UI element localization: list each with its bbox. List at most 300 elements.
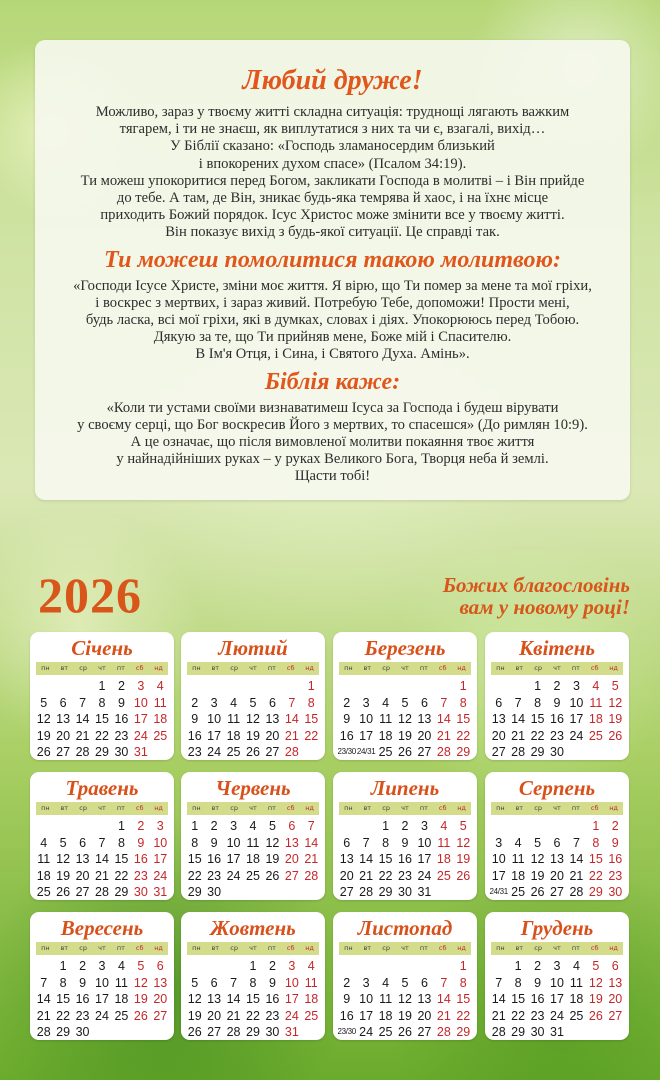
weekday-label: сб bbox=[590, 944, 599, 952]
day-grid bbox=[337, 678, 473, 760]
day-cell bbox=[376, 958, 395, 975]
day-cell: 29 bbox=[56, 1025, 71, 1039]
day-cell: 25 bbox=[153, 728, 168, 743]
month-card bbox=[485, 772, 629, 900]
weekday-label: пн bbox=[496, 944, 505, 952]
day-cell: 18 bbox=[36, 868, 51, 883]
day-cell: 17 bbox=[359, 728, 374, 743]
day-cell: 24 bbox=[153, 868, 168, 883]
day-cell: 12 bbox=[187, 992, 202, 1006]
day-cell: 11 bbox=[437, 835, 451, 850]
day-cell: 6 bbox=[210, 975, 218, 990]
day-cell: 13 bbox=[284, 835, 299, 850]
day-cell: 18 bbox=[246, 852, 260, 866]
weekday-label: вт bbox=[211, 944, 220, 952]
day-cell: 19 bbox=[133, 992, 148, 1006]
day-cell: 3 bbox=[156, 819, 164, 833]
weekday-header bbox=[339, 802, 471, 815]
day-cell: 18 bbox=[436, 852, 451, 866]
day-cell: 26 bbox=[246, 745, 260, 759]
day-cell: 8 bbox=[514, 975, 522, 990]
day-grid bbox=[337, 818, 473, 900]
month-card bbox=[181, 772, 325, 900]
day-cell: 21 bbox=[284, 728, 299, 743]
month-card bbox=[30, 772, 174, 900]
day-cell: 17 bbox=[153, 852, 168, 866]
day-cell: 11 bbox=[114, 975, 128, 990]
day-cell: 17 bbox=[491, 868, 506, 883]
day-cell: 30 bbox=[398, 885, 412, 899]
day-cell: 26 bbox=[133, 1008, 148, 1023]
day-cell: 23 bbox=[187, 745, 202, 759]
letter-card bbox=[35, 40, 630, 500]
day-cell: 30 bbox=[114, 745, 129, 759]
day-cell bbox=[53, 678, 72, 695]
day-cell: 4 bbox=[40, 835, 48, 850]
weekday-header bbox=[491, 802, 623, 815]
day-cell: 3 bbox=[362, 975, 370, 990]
day-cell: 23 bbox=[550, 728, 564, 743]
day-cell: 4 bbox=[249, 819, 257, 833]
day-cell: 18 bbox=[588, 712, 603, 726]
weekday-label: сб bbox=[438, 944, 447, 952]
weekday-label: пт bbox=[116, 944, 125, 952]
day-cell: 5 bbox=[249, 695, 257, 710]
day-cell: 29 bbox=[187, 885, 202, 899]
weekday-label: пн bbox=[496, 804, 505, 812]
day-cell: 24 bbox=[359, 1025, 374, 1039]
day-cell bbox=[337, 678, 356, 695]
day-cell: 20 bbox=[550, 868, 564, 883]
weekday-label: чт bbox=[401, 664, 409, 672]
day-cell: 20 bbox=[207, 1008, 222, 1023]
day-cell bbox=[185, 958, 204, 975]
day-cell: 1 bbox=[191, 819, 199, 833]
day-cell: 13 bbox=[75, 852, 90, 866]
day-cell: 6 bbox=[420, 975, 428, 990]
day-cell: 5 bbox=[268, 819, 276, 833]
weekday-label: сб bbox=[438, 664, 447, 672]
weekday-label: нд bbox=[305, 664, 314, 672]
month-card bbox=[181, 632, 325, 760]
month-card bbox=[333, 632, 477, 760]
day-cell: 2 bbox=[137, 819, 145, 833]
weekday-label: нд bbox=[305, 944, 314, 952]
day-cell: 31 bbox=[284, 1025, 299, 1039]
day-cell: 18 bbox=[304, 992, 319, 1006]
weekday-header bbox=[36, 662, 168, 675]
day-cell: 14 bbox=[569, 852, 584, 866]
day-cell: 25 bbox=[378, 745, 393, 759]
day-cell: 29 bbox=[95, 745, 109, 759]
month-card bbox=[333, 772, 477, 900]
day-cell: 17 bbox=[284, 992, 299, 1006]
day-cell: 31 bbox=[417, 885, 432, 899]
day-cell bbox=[53, 818, 72, 835]
day-cell: 1 bbox=[534, 679, 542, 693]
day-cell: 8 bbox=[59, 975, 67, 990]
day-cell: 13 bbox=[265, 712, 280, 726]
day-cell: 28 bbox=[226, 1025, 241, 1039]
weekday-label: пн bbox=[41, 664, 50, 672]
weekday-label: нд bbox=[457, 944, 466, 952]
letter-paragraph-intro: Можливо, зараз у твоєму житті складна ситуація: труднощі лягають важким тягарем, і ти не знаєш, як виплутатися з них та чи є, взагалі, вихід… У Біблії сказано: «Господь зламаносердим близький і впокорених духом спасе» (Псалом 34:19). Ти можеш упокоритися перед Богом, закликати Господа в молитві – і Він прийде до тебе. А там, де Він, зникає будь-яка темрява й хаос, і на їхнє місце приходить Божий порядок. Ісус Христос може змінити все у твоєму житті. Він показує вихід з будь-якої ситуації. Це справді так. bbox=[80, 104, 585, 241]
day-cell: 24 bbox=[133, 728, 148, 743]
weekday-label: пт bbox=[571, 664, 580, 672]
day-cell: 13 bbox=[153, 975, 168, 990]
weekday-label: сб bbox=[286, 664, 295, 672]
weekday-label: ср bbox=[230, 664, 238, 672]
day-cell: 14 bbox=[359, 852, 374, 866]
day-cell: 8 bbox=[534, 695, 542, 710]
day-cell: 25 bbox=[36, 885, 51, 899]
day-cell: 28 bbox=[359, 885, 374, 899]
day-cell: 10 bbox=[284, 975, 299, 990]
day-cell: 13 bbox=[417, 992, 432, 1006]
day-cell: 11 bbox=[153, 695, 167, 710]
day-cell: 3 bbox=[137, 679, 145, 693]
weekday-label: чт bbox=[553, 944, 561, 952]
new-year-greeting: Божих благословінь вам у новому році! bbox=[442, 573, 630, 619]
day-cell bbox=[489, 958, 508, 975]
day-cell: 28 bbox=[511, 745, 526, 759]
day-cell: 13 bbox=[550, 852, 564, 866]
day-cell: 13 bbox=[608, 975, 623, 990]
day-grid bbox=[34, 958, 170, 1040]
day-cell: 26 bbox=[265, 868, 280, 883]
month-card bbox=[485, 912, 629, 1040]
weekday-label: чт bbox=[401, 804, 409, 812]
day-cell: 6 bbox=[59, 695, 67, 710]
weekday-label: чт bbox=[401, 944, 409, 952]
weekday-label: пн bbox=[344, 944, 353, 952]
day-cell: 28 bbox=[436, 1025, 451, 1039]
day-cell: 31 bbox=[153, 885, 168, 899]
day-cell: 6 bbox=[268, 695, 276, 710]
day-cell: 27 bbox=[417, 745, 432, 759]
day-cell: 30 bbox=[75, 1025, 90, 1039]
weekday-label: чт bbox=[98, 804, 106, 812]
day-cell: 17 bbox=[359, 1008, 374, 1023]
weekday-label: пн bbox=[192, 804, 201, 812]
day-cell: 28 bbox=[75, 745, 90, 759]
day-grid bbox=[185, 678, 321, 760]
day-cell: 3 bbox=[362, 695, 370, 710]
day-cell: 15 bbox=[378, 852, 393, 866]
day-cell: 26 bbox=[608, 728, 623, 743]
day-cell bbox=[34, 818, 53, 835]
day-cell: 19 bbox=[530, 868, 545, 883]
day-cell bbox=[508, 678, 527, 695]
day-cell: 13 bbox=[417, 712, 432, 726]
weekday-label: ср bbox=[382, 664, 390, 672]
day-cell: 10 bbox=[133, 695, 148, 710]
day-cell: 27 bbox=[56, 745, 71, 759]
weekday-header bbox=[339, 662, 471, 675]
day-cell: 25 bbox=[304, 1008, 319, 1023]
day-cell: 17 bbox=[417, 852, 432, 866]
day-cell: 14 bbox=[75, 712, 90, 726]
weekday-label: пт bbox=[571, 944, 580, 952]
day-cell: 9 bbox=[137, 835, 145, 850]
day-cell: 2 bbox=[553, 679, 561, 693]
day-cell: 25 bbox=[569, 1008, 584, 1023]
weekday-label: пт bbox=[419, 664, 428, 672]
day-cell: 20 bbox=[284, 852, 299, 866]
day-cell: 23 bbox=[207, 868, 222, 883]
day-cell: 1 bbox=[592, 819, 600, 833]
day-cell: 16 bbox=[114, 712, 129, 726]
day-cell: 7 bbox=[572, 835, 580, 850]
day-cell: 12 bbox=[265, 835, 280, 850]
day-cell: 14 bbox=[511, 712, 526, 726]
day-cell: 15 bbox=[304, 712, 319, 726]
day-cell: 7 bbox=[514, 695, 522, 710]
day-cell: 7 bbox=[307, 819, 315, 833]
day-cell: 7 bbox=[440, 695, 448, 710]
day-cell: 31 bbox=[133, 745, 148, 759]
weekday-label: сб bbox=[590, 804, 599, 812]
day-cell: 1 bbox=[514, 959, 522, 973]
day-cell: 4 bbox=[514, 835, 522, 850]
day-cell: 24/31 bbox=[489, 887, 508, 896]
day-cell bbox=[224, 958, 243, 975]
weekday-label: чт bbox=[249, 944, 257, 952]
month-name: Червень bbox=[215, 776, 291, 800]
day-cell: 28 bbox=[95, 885, 109, 899]
day-cell: 25 bbox=[588, 728, 603, 743]
day-cell: 23 bbox=[75, 1008, 90, 1023]
day-cell: 3 bbox=[495, 835, 503, 850]
day-cell: 19 bbox=[588, 992, 603, 1006]
day-cell: 17 bbox=[95, 992, 109, 1006]
day-cell: 19 bbox=[456, 852, 471, 866]
day-cell: 2 bbox=[79, 959, 87, 973]
weekday-label: пн bbox=[344, 664, 353, 672]
day-cell bbox=[73, 818, 92, 835]
weekday-label: пн bbox=[192, 944, 201, 952]
day-cell: 20 bbox=[265, 728, 280, 743]
day-cell: 14 bbox=[436, 992, 451, 1006]
weekday-header bbox=[339, 942, 471, 955]
day-cell: 19 bbox=[398, 728, 412, 743]
day-cell: 3 bbox=[553, 959, 561, 973]
day-cell: 4 bbox=[230, 695, 238, 710]
day-cell: 16 bbox=[530, 992, 545, 1006]
month-name: Липень bbox=[370, 776, 440, 800]
bible-text: «Коли ти устами своїми визнаватимеш Ісуса за Господа і будеш вірувати у своєму серці, що Бог воскресив Його з мертвих, то спасешся» (До римлян 10:9). А це означає, що після вимовленої молитви покаяння твоє життя у найнадійніших руках – у руках Великого Бога, Творця неба й землі. Щасти тобі! bbox=[77, 399, 588, 485]
day-cell: 18 bbox=[569, 992, 584, 1006]
month-name: Вересень bbox=[60, 916, 144, 940]
day-cell: 20 bbox=[608, 992, 623, 1006]
day-cell: 20 bbox=[75, 868, 90, 883]
day-cell: 29 bbox=[588, 885, 603, 899]
day-cell: 26 bbox=[456, 868, 471, 883]
month-name: Квітень bbox=[518, 636, 596, 660]
day-cell: 24 bbox=[569, 728, 584, 743]
day-cell: 12 bbox=[530, 852, 545, 866]
day-cell: 16 bbox=[339, 728, 354, 743]
letter-heading: Любий друже! bbox=[242, 65, 423, 96]
day-cell: 6 bbox=[420, 695, 428, 710]
calendar-year: 2026 bbox=[38, 567, 142, 623]
day-cell: 13 bbox=[56, 712, 71, 726]
day-cell: 1 bbox=[249, 959, 257, 973]
day-cell: 12 bbox=[608, 695, 623, 710]
day-cell: 25 bbox=[246, 868, 260, 883]
day-cell: 22 bbox=[56, 1008, 71, 1023]
day-cell: 8 bbox=[459, 975, 467, 990]
day-cell: 24 bbox=[550, 1008, 564, 1023]
day-cell: 3 bbox=[230, 819, 238, 833]
weekday-header bbox=[36, 802, 168, 815]
day-cell: 9 bbox=[117, 695, 125, 710]
day-cell: 15 bbox=[246, 992, 260, 1006]
day-cell bbox=[376, 678, 395, 695]
day-grid bbox=[489, 818, 625, 900]
day-cell: 17 bbox=[569, 712, 584, 726]
day-cell: 15 bbox=[530, 712, 545, 726]
weekday-label: вт bbox=[515, 804, 524, 812]
day-cell: 9 bbox=[79, 975, 87, 990]
weekday-label: пт bbox=[267, 944, 276, 952]
month-name: Січень bbox=[71, 636, 133, 660]
day-cell bbox=[337, 958, 356, 975]
day-cell: 11 bbox=[379, 992, 393, 1006]
day-cell: 8 bbox=[459, 695, 467, 710]
day-cell bbox=[204, 958, 223, 975]
day-cell: 3 bbox=[210, 695, 218, 710]
day-cell bbox=[282, 678, 301, 695]
weekday-label: пн bbox=[192, 664, 201, 672]
day-cell: 14 bbox=[284, 712, 299, 726]
day-cell bbox=[528, 818, 547, 835]
day-cell: 18 bbox=[378, 1008, 393, 1023]
day-cell: 11 bbox=[511, 852, 525, 866]
month-name: Листопад bbox=[357, 916, 453, 940]
weekday-label: сб bbox=[135, 944, 144, 952]
weekday-label: пт bbox=[267, 664, 276, 672]
day-cell: 27 bbox=[207, 1025, 222, 1039]
weekday-header bbox=[187, 942, 319, 955]
day-cell: 5 bbox=[401, 695, 409, 710]
weekday-label: пт bbox=[116, 804, 125, 812]
day-cell: 19 bbox=[187, 1008, 202, 1023]
weekday-label: ср bbox=[79, 664, 87, 672]
day-cell bbox=[356, 678, 375, 695]
day-cell: 15 bbox=[511, 992, 526, 1006]
day-cell: 7 bbox=[440, 975, 448, 990]
day-cell: 2 bbox=[117, 679, 125, 693]
day-cell: 5 bbox=[137, 959, 145, 973]
weekday-label: сб bbox=[286, 944, 295, 952]
day-cell bbox=[356, 958, 375, 975]
weekday-label: нд bbox=[154, 804, 163, 812]
day-cell: 9 bbox=[534, 975, 542, 990]
day-cell: 10 bbox=[491, 852, 506, 866]
day-cell bbox=[415, 678, 434, 695]
day-cell: 22 bbox=[530, 728, 545, 743]
day-cell: 4 bbox=[572, 959, 580, 973]
day-cell: 21 bbox=[36, 1008, 51, 1023]
day-cell: 25 bbox=[226, 745, 241, 759]
day-cell bbox=[395, 958, 414, 975]
weekday-label: сб bbox=[135, 664, 144, 672]
weekday-label: ср bbox=[534, 944, 542, 952]
day-cell: 23 bbox=[398, 868, 412, 883]
day-cell: 16 bbox=[75, 992, 90, 1006]
weekday-label: пн bbox=[41, 804, 50, 812]
day-cell: 22 bbox=[187, 868, 202, 883]
day-cell: 19 bbox=[398, 1008, 412, 1023]
day-cell: 23/30 bbox=[337, 1027, 356, 1036]
day-cell: 11 bbox=[37, 852, 51, 866]
day-cell: 1 bbox=[459, 679, 467, 693]
day-cell: 17 bbox=[207, 728, 222, 743]
day-cell: 26 bbox=[530, 885, 545, 899]
day-cell: 15 bbox=[114, 852, 129, 866]
day-cell: 13 bbox=[339, 852, 354, 866]
weekday-label: вт bbox=[515, 664, 524, 672]
day-cell bbox=[224, 678, 243, 695]
day-cell: 29 bbox=[378, 885, 393, 899]
day-cell: 28 bbox=[304, 868, 319, 883]
day-cell: 12 bbox=[398, 712, 412, 726]
day-cell: 2 bbox=[401, 819, 409, 833]
day-cell: 11 bbox=[227, 712, 241, 726]
day-cell: 22 bbox=[95, 728, 109, 743]
weekday-label: вт bbox=[211, 664, 220, 672]
day-cell: 7 bbox=[40, 975, 48, 990]
weekday-label: пт bbox=[419, 944, 428, 952]
day-cell: 18 bbox=[114, 992, 129, 1006]
day-cell: 26 bbox=[588, 1008, 603, 1023]
day-cell: 22 bbox=[456, 1008, 471, 1023]
day-cell: 27 bbox=[491, 745, 506, 759]
day-cell: 29 bbox=[456, 745, 471, 759]
day-cell: 17 bbox=[133, 712, 148, 726]
day-cell bbox=[395, 678, 414, 695]
day-cell: 23 bbox=[530, 1008, 545, 1023]
day-cell: 17 bbox=[550, 992, 564, 1006]
day-cell: 27 bbox=[339, 885, 354, 899]
day-cell: 21 bbox=[569, 868, 584, 883]
weekday-label: нд bbox=[457, 664, 466, 672]
day-cell: 5 bbox=[592, 959, 600, 973]
day-cell: 9 bbox=[268, 975, 276, 990]
day-cell: 27 bbox=[265, 745, 280, 759]
day-cell: 16 bbox=[265, 992, 280, 1006]
day-cell bbox=[337, 818, 356, 835]
day-cell bbox=[547, 818, 566, 835]
day-cell: 10 bbox=[417, 835, 432, 850]
day-cell: 10 bbox=[207, 712, 222, 726]
day-cell: 22 bbox=[378, 868, 393, 883]
day-cell bbox=[92, 818, 111, 835]
day-cell bbox=[434, 958, 453, 975]
day-cell bbox=[204, 678, 223, 695]
day-cell: 1 bbox=[459, 959, 467, 973]
day-cell: 1 bbox=[382, 819, 390, 833]
day-cell bbox=[34, 678, 53, 695]
day-cell: 25 bbox=[511, 885, 526, 899]
day-cell bbox=[489, 818, 508, 835]
day-cell: 26 bbox=[398, 745, 412, 759]
day-cell: 27 bbox=[284, 868, 299, 883]
day-cell: 24 bbox=[284, 1008, 299, 1023]
day-cell: 17 bbox=[226, 852, 241, 866]
day-cell: 20 bbox=[56, 728, 71, 743]
